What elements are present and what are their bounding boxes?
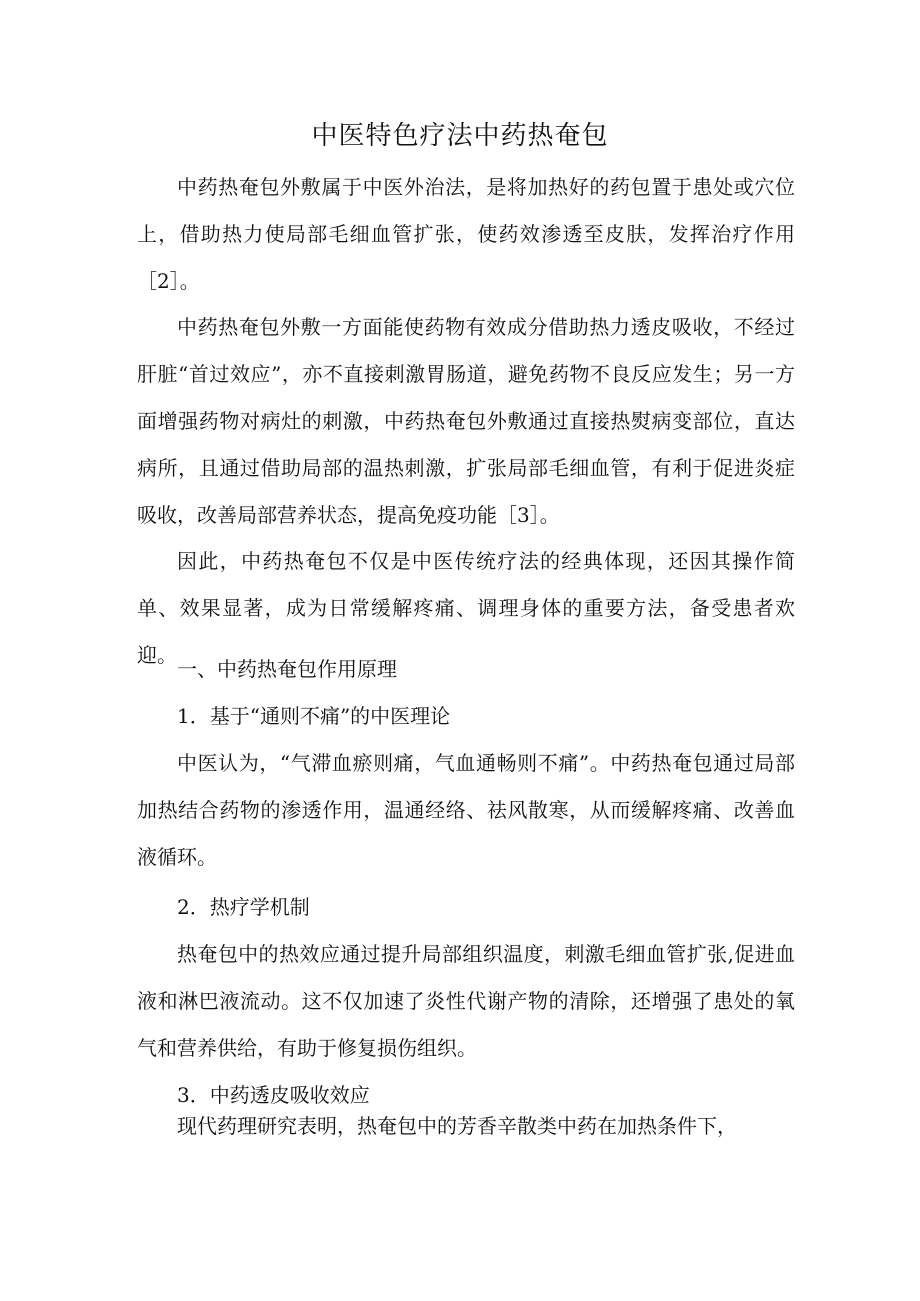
subheading-tcm-theory: 1．基于“通则不痛”的中医理论 <box>177 704 451 728</box>
subheading-thermotherapy: 2．热疗学机制 <box>177 895 310 919</box>
paragraph-conclusion: 因此，中药热奄包不仅是中医传统疗法的经典体现，还因其操作简单、效果显著，成为日常缓解疼痛、调理身体的重要方法，备受患者欢迎。 <box>137 549 795 667</box>
subheading-transdermal: 3．中药透皮吸收效应 <box>177 1083 370 1107</box>
document-title: 中医特色疗法中药热奄包 <box>311 121 609 151</box>
section-heading-principles: 一、中药热奄包作用原理 <box>177 657 397 681</box>
paragraph-intro: 中药热奄包外敷属于中医外治法，是将加热好的药包置于患处或穴位上，借助热力使局部毛细血管扩张，使药效渗透至皮肤，发挥治疗作用［2］。 <box>137 175 795 293</box>
paragraph-mechanism: 中药热奄包外敷一方面能使药物有效成分借助热力透皮吸收，不经过肝脏“首过效应”，亦不直接刺激胃肠道，避免药物不良反应发生；另一方面增强药物对病灶的刺激，中药热奄包外敷通过直接热熨病变部位，直达病所，且通过借助局部的温热刺激，扩张局部毛细血管，有利于促进炎症吸收，改善局部营养状态，提高免疫功能［3］。 <box>137 315 795 527</box>
paragraph-transdermal: 现代药理研究表明，热奄包中的芳香辛散类中药在加热条件下， <box>177 1114 737 1138</box>
paragraph-tcm-theory: 中医认为，“气滞血瘀则痛，气血通畅则不痛”。中药热奄包通过局部加热结合药物的渗透作用，温通经络、祛风散寒，从而缓解疼痛、改善血液循环。 <box>137 751 795 869</box>
paragraph-thermotherapy: 热奄包中的热效应通过提升局部组织温度，刺激毛细血管扩张,促进血液和淋巴液流动。这不仅加速了炎性代谢产物的清除，还增强了患处的氧气和营养供给，有助于修复损伤组织。 <box>137 942 795 1060</box>
